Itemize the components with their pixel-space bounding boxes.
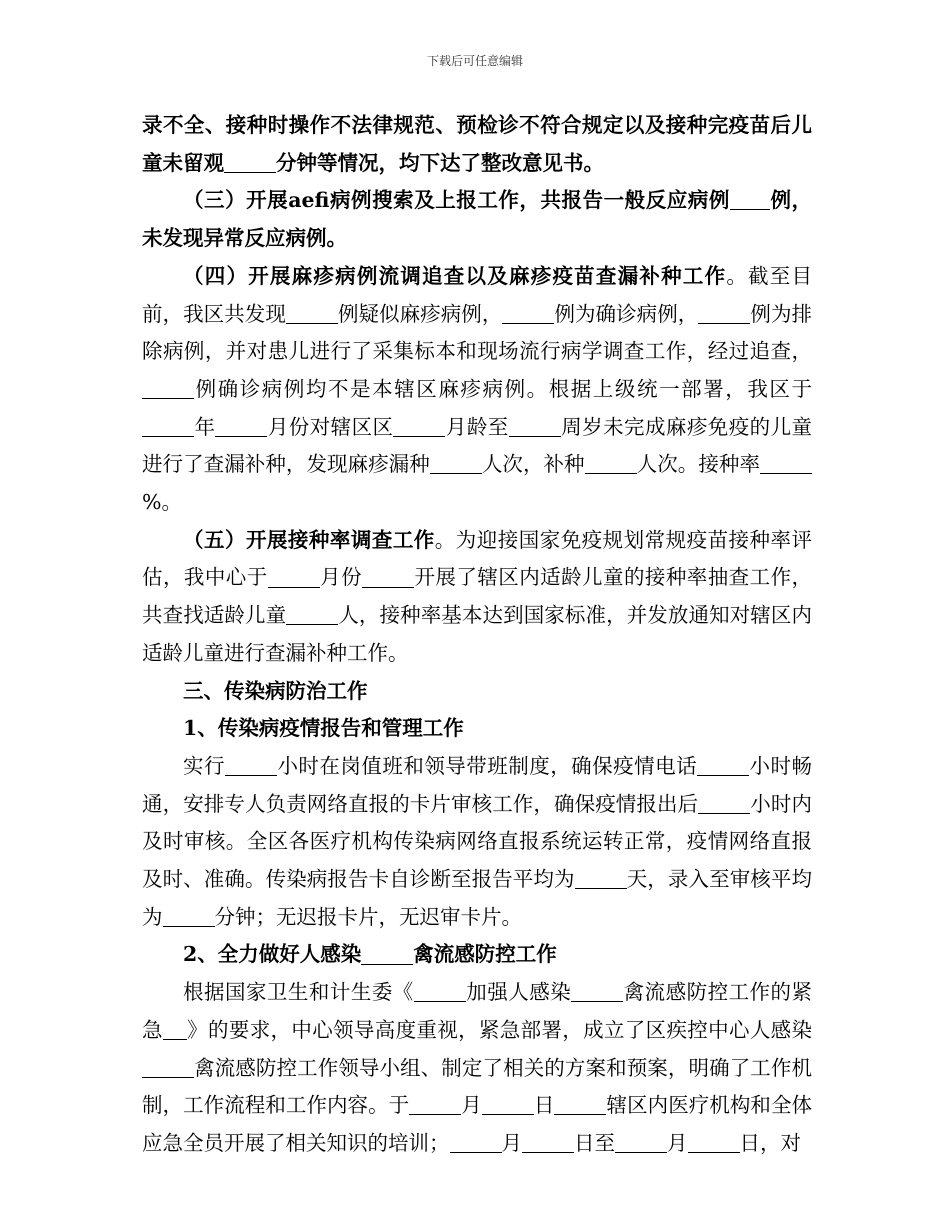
document-body <box>142 107 812 1163</box>
blank-line <box>571 981 623 1003</box>
blank-line <box>163 1018 187 1040</box>
subsection-title-avian-flu: 2、全力做好人感染 禽流感防控工作 <box>183 942 557 967</box>
blank-line <box>698 792 750 814</box>
blank-line <box>362 566 414 588</box>
blank-line <box>688 1132 740 1154</box>
blank-line <box>697 755 749 777</box>
blank-line <box>554 1094 606 1116</box>
blank-line <box>760 453 812 475</box>
blank-line <box>430 453 482 475</box>
blank-line <box>502 302 554 324</box>
blank-line <box>585 453 637 475</box>
paragraph-avian-flu: 根据国家卫生和计生委《 加强人感染 禽流感防控工作的紧急 》的要求，中心领导高度重视，紧急部署，成立了区疾控中心人感染禽流感防控工作领导小组、制定了相关的方案和预案，明确了工作机制，工作流程和工作内容。于 月 日 辖区内医疗机构和全体应急全员开展了相关知识的培训； 月 日至 月 日，对 <box>142 980 813 1155</box>
paragraph-measles: （四）开展麻疹病例流调追查以及麻疹疫苗查漏补种工作。截至目前，我区共发现 例疑似麻疹病例， 例为确诊病例， 例为排除病例，并对患儿进行了采集标本和现场流行病学调查工作，经过追查，例确诊病例均不是本辖区麻疹病例。根据上级统一部署，我区于年 月份对辖区区 月龄至 周岁未完成麻疹免疫的儿童进行了查漏补种，发现麻疹漏种 人次，补种 人次。接种率%。 <box>142 263 813 515</box>
blank-line <box>268 566 320 588</box>
blank-line <box>163 905 215 927</box>
paragraph-reporting: 实行 小时在岗值班和领导带班制度，确保疫情电话 小时畅通，安排专人负责网络直报的卡片审核工作，确保疫情报出后 小时内及时审核。全区各医疗机构传染病网络直报系统运转正常，疫情网络直报及时、准确。传染病报告卡自诊断至报告平均为 天，录入至审核平均为 分钟；无迟报卡片，无迟审卡片。 <box>142 753 813 929</box>
blank-line <box>286 604 338 626</box>
blank-line <box>730 189 770 211</box>
blank-line <box>225 755 277 777</box>
blank-line <box>142 377 194 399</box>
blank-line <box>509 415 561 437</box>
blank-line <box>142 1056 194 1078</box>
section-title-infectious-disease: 三、传染病防治工作 <box>183 678 368 703</box>
blank-line <box>393 415 445 437</box>
page-header: 下载后可任意编辑 <box>426 54 523 68</box>
paragraph-rectification: 录不全、接种时操作不法律规范、预检诊不符合规定以及接种完疫苗后儿童未留观 分钟等情况，均下达了整改意见书。 <box>142 113 812 175</box>
measles-heading: （四）开展麻疹病例流调追查以及麻疹疫苗查漏补种工作 <box>183 263 727 288</box>
blank-line <box>615 1132 667 1154</box>
blank-line <box>698 302 750 324</box>
blank-line <box>575 868 627 890</box>
blank-line <box>361 943 413 965</box>
blank-line <box>522 1132 574 1154</box>
blank-line <box>414 981 466 1003</box>
blank-line <box>482 1094 534 1116</box>
paragraph-coverage-survey: （五）开展接种率调查工作。为迎接国家免疫规划常规疫苗接种率评估，我中心于 月份 开展了辖区内适龄儿童的接种率抽查工作，共查找适龄儿童 人，接种率基本达到国家标准，并发放通知对辖区内适龄儿童进行查漏补种工作。 <box>142 527 813 665</box>
subsection-title-reporting: 1、传染病疫情报告和管理工作 <box>183 716 464 741</box>
blank-line <box>224 151 276 173</box>
coverage-heading: （五）开展接种率调查工作 <box>183 527 435 552</box>
blank-line <box>142 415 194 437</box>
blank-line <box>286 302 338 324</box>
blank-line <box>409 1094 461 1116</box>
paragraph-aefi: （三）开展aefi病例搜索及上报工作，共报告一般反应病例 例，未发现异常反应病例。 <box>142 188 812 251</box>
blank-line <box>215 415 267 437</box>
blank-line <box>450 1132 502 1154</box>
